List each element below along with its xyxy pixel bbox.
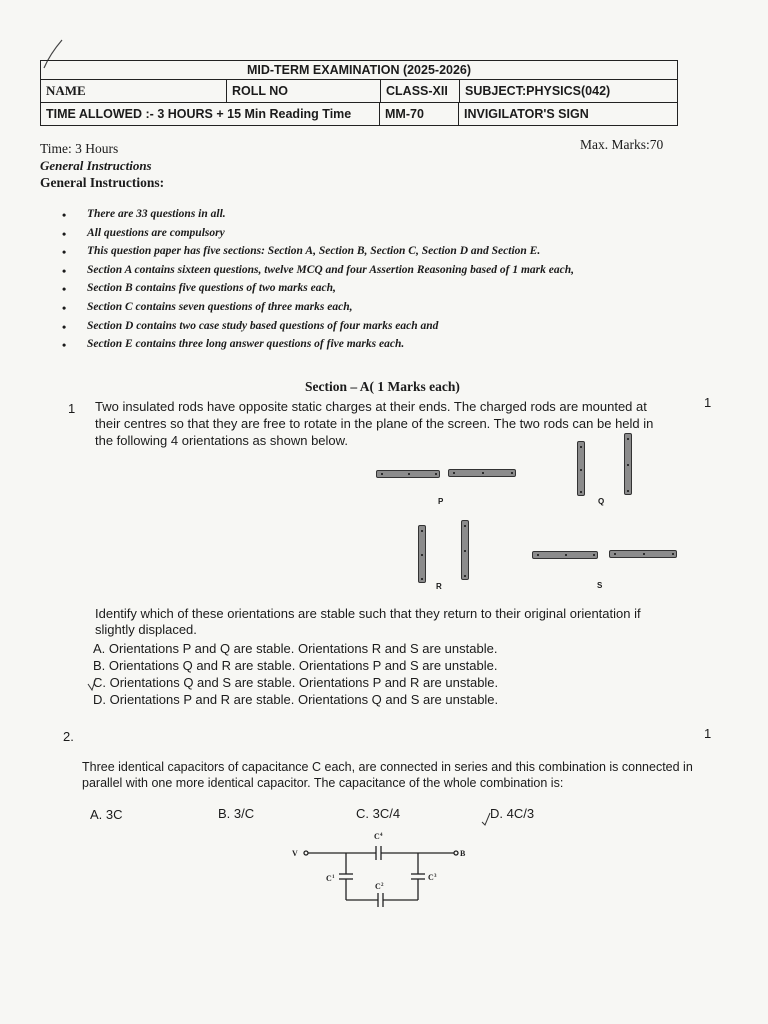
q1-option-a: A. Orientations P and Q are stable. Orientations R and S are unstable. xyxy=(93,641,498,656)
instructions-list xyxy=(62,208,574,357)
answer-tick-mark xyxy=(86,676,98,692)
roll-cell: ROLL NO xyxy=(226,80,380,102)
invigilator-cell: INVIGILATOR'S SIGN xyxy=(458,103,677,125)
label-q: Q xyxy=(598,497,605,506)
rod-s-left xyxy=(532,551,598,559)
q1-marks: 1 xyxy=(704,395,712,410)
charge-dot xyxy=(464,550,466,552)
capacitor-circuit xyxy=(286,826,476,916)
charge-dot xyxy=(580,446,582,448)
class-cell: CLASS-XII xyxy=(380,80,459,102)
header-row-3 xyxy=(41,102,677,125)
q1-prompt-line: slightly displaced. xyxy=(95,622,197,637)
charge-dot xyxy=(421,578,423,580)
q2-number: 2. xyxy=(63,729,74,744)
q2-option-d: D. 4C/3 xyxy=(490,806,535,821)
terminal-v-label: V xyxy=(292,849,298,858)
charge-dot xyxy=(511,472,513,474)
q2-text xyxy=(82,759,693,791)
header-table xyxy=(40,60,678,126)
q2-text-line: Three identical capacitors of capacitance C each, are connected in series and this combination is connected in xyxy=(82,760,693,774)
charge-dot xyxy=(627,464,629,466)
max-marks-text: Max. Marks:70 xyxy=(580,137,664,152)
charge-dot xyxy=(580,469,582,471)
q1-option-d: D. Orientations P and R are stable. Orientations Q and S are unstable. xyxy=(93,692,499,707)
rod-r-right xyxy=(461,520,469,580)
c-right-sup: 3 xyxy=(434,874,437,879)
rod-s-right xyxy=(609,550,677,558)
instruction-item: • There are 33 questions in all. xyxy=(62,208,574,227)
label-r: R xyxy=(436,582,442,591)
charge-dot xyxy=(627,438,629,440)
charge-dot xyxy=(643,553,645,555)
charge-dot xyxy=(453,472,455,474)
exam-title: MID-TERM EXAMINATION (2025-2026) xyxy=(246,63,472,77)
rod-r-left xyxy=(418,525,426,583)
max-marks-cell: MM-70 xyxy=(379,103,458,125)
charge-dot xyxy=(537,554,539,556)
c-top-sup: 4 xyxy=(380,833,383,838)
charge-dot xyxy=(421,554,423,556)
charge-dot xyxy=(614,553,616,555)
q2-option-b: B. 3/C xyxy=(218,806,255,821)
terminal-b-label: B xyxy=(460,849,466,858)
charge-dot xyxy=(381,473,383,475)
subject-cell: SUBJECT:PHYSICS(042) xyxy=(459,80,677,102)
charge-dot xyxy=(627,490,629,492)
charge-dot xyxy=(580,491,582,493)
c-left-sup: 1 xyxy=(332,875,335,880)
q2-marks: 1 xyxy=(704,726,712,741)
instruction-item: • Section E contains three long answer questions of five marks each. xyxy=(62,338,574,357)
instruction-item: • Section A contains sixteen questions, twelve MCQ and four Assertion Reasoning based of 1 mark each, xyxy=(62,264,574,283)
c-top-label: C xyxy=(374,832,380,841)
q1-text-line: their centres so that they are free to rotate in the plane of the screen. The two rods can be held in xyxy=(95,416,654,431)
section-a-title: Section – A( 1 Marks each) xyxy=(305,379,460,394)
header-row-2 xyxy=(41,79,677,102)
charge-dot xyxy=(482,472,484,474)
rod-q-left xyxy=(577,441,585,496)
q1-option-c: C. Orientations Q and S are stable. Orientations P and R are unstable. xyxy=(93,675,499,690)
q1-text-line: the following 4 orientations as shown below. xyxy=(95,433,348,448)
answer-tick-mark-q2 xyxy=(481,812,491,826)
c-left-label: C xyxy=(326,874,332,883)
instruction-item: • This question paper has five sections: Section A, Section B, Section C, Section D and Section E. xyxy=(62,245,574,264)
instructions-title-italic: General Instructions xyxy=(40,158,152,173)
q1-text-line: Two insulated rods have opposite static charges at their ends. The charged rods are mounted at xyxy=(95,399,647,414)
q2-option-c: C. 3C/4 xyxy=(356,806,401,821)
q2-option-a: A. 3C xyxy=(90,807,123,822)
q1-number: 1 xyxy=(68,401,76,416)
time-allowed-cell: TIME ALLOWED :- 3 HOURS + 15 Min Reading Time xyxy=(46,107,352,121)
instruction-item: • Section C contains seven questions of three marks each, xyxy=(62,301,574,320)
exam-title-row xyxy=(41,61,677,79)
instruction-item: • All questions are compulsory xyxy=(62,227,574,246)
charge-dot xyxy=(593,554,595,556)
charge-dot xyxy=(464,575,466,577)
label-p: P xyxy=(438,497,444,506)
q2-text-line: parallel with one more identical capacitor. The capacitance of the whole combination is: xyxy=(82,776,564,790)
c-bottom-label: C xyxy=(375,882,381,891)
rod-q-right xyxy=(624,433,632,495)
charge-dot xyxy=(408,473,410,475)
instructions-title: General Instructions: xyxy=(40,175,165,190)
c-bottom-sup: 2 xyxy=(381,883,384,888)
instruction-item: • Section D contains two case study based questions of four marks each and xyxy=(62,320,574,339)
charge-dot xyxy=(672,553,674,555)
charge-dot xyxy=(464,525,466,527)
charge-dot xyxy=(435,473,437,475)
q1-prompt xyxy=(95,606,641,638)
rod-p-left xyxy=(376,470,440,478)
q1-options xyxy=(93,640,498,708)
time-text: Time: 3 Hours xyxy=(40,141,119,156)
q1-option-b: B. Orientations Q and R are stable. Orientations P and S are unstable. xyxy=(93,658,498,673)
q1-text xyxy=(95,398,653,449)
charge-dot xyxy=(421,530,423,532)
name-cell: NAME xyxy=(46,83,86,98)
q1-prompt-line: Identify which of these orientations are stable such that they return to their original orientation if xyxy=(95,606,641,621)
charge-dot xyxy=(565,554,567,556)
label-s: S xyxy=(597,581,603,590)
c-right-label: C xyxy=(428,873,434,882)
rod-p-right xyxy=(448,469,516,477)
instruction-item: • Section B contains five questions of two marks each, xyxy=(62,282,574,301)
